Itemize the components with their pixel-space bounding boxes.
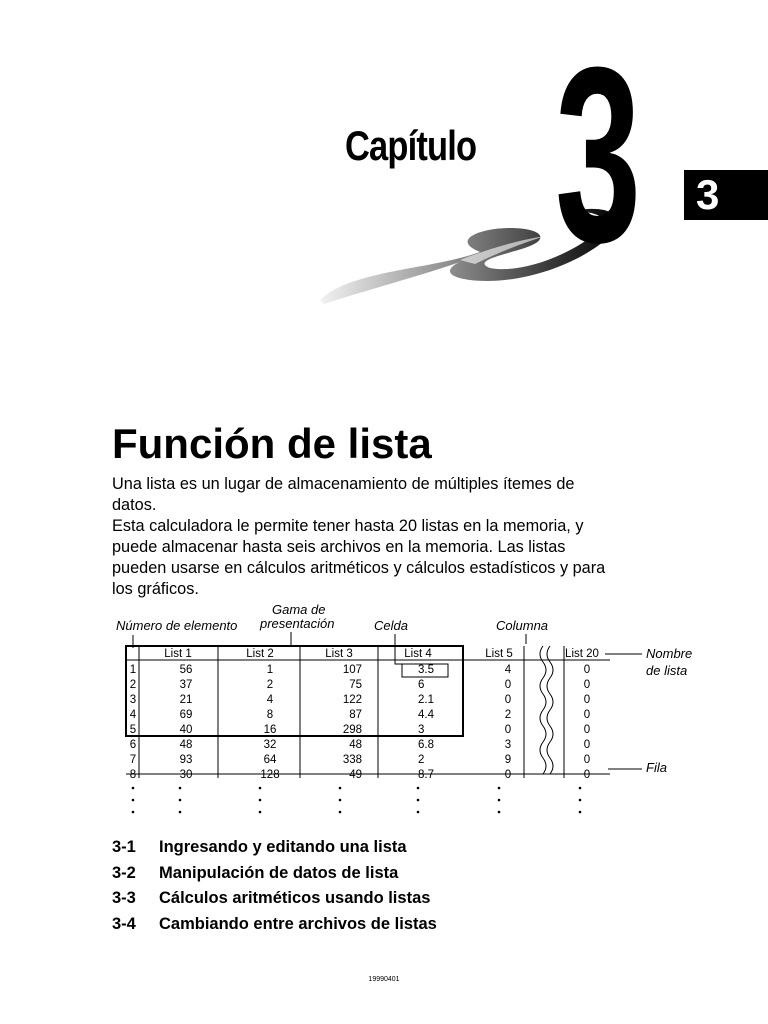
section-title: Cálculos aritméticos usando listas — [159, 889, 431, 907]
continuation-dot — [179, 799, 182, 802]
list-cell: 3 — [418, 724, 425, 736]
list-cell: 3 — [504, 739, 512, 751]
callout-row: Fila — [646, 760, 667, 775]
section-number: 3-2 — [112, 863, 136, 882]
section-number: 3-4 — [112, 914, 136, 933]
list-cell: 2 — [266, 679, 274, 691]
list-header: List 3 — [325, 648, 353, 660]
list-cell: 6 — [418, 679, 425, 691]
list-cell: 75 — [349, 679, 362, 691]
list-cell: 87 — [349, 709, 362, 721]
list-cell: 4 — [266, 694, 274, 706]
list-cell: 128 — [260, 769, 280, 781]
list-cell: 107 — [342, 664, 362, 676]
list-header: List 4 — [404, 648, 432, 660]
intro-line: datos. — [112, 496, 157, 514]
list-cell: 0 — [583, 724, 591, 736]
page-footer-code: 19990401 — [368, 976, 400, 983]
list-cell: 2.1 — [418, 694, 434, 706]
list-cell: 0 — [583, 694, 591, 706]
list-figure — [110, 600, 710, 830]
continuation-dot — [179, 811, 182, 814]
list-cell: 3.5 — [418, 664, 434, 676]
continuation-dot — [259, 811, 262, 814]
section-item[interactable] — [112, 838, 437, 864]
section-item[interactable] — [112, 864, 437, 890]
list-cell: 0 — [583, 754, 591, 766]
continuation-dot — [579, 811, 582, 814]
list-cell: 8.7 — [418, 769, 434, 781]
callout-element-number: Número de elemento — [116, 618, 238, 633]
list-header: List 5 — [485, 648, 513, 660]
intro-line: los gráficos. — [112, 580, 199, 598]
list-cell: 0 — [504, 724, 512, 736]
list-cell: 93 — [179, 754, 193, 766]
continuation-dot — [179, 787, 182, 790]
intro-line: Esta calculadora le permite tener hasta 20 listas en la memoria, y — [112, 517, 584, 535]
list-cell: 56 — [179, 664, 193, 676]
section-list — [112, 838, 437, 940]
element-number: 6 — [129, 739, 137, 751]
section-title: Manipulación de datos de lista — [159, 863, 399, 882]
list-cell: 338 — [342, 754, 362, 766]
element-number: 1 — [129, 664, 137, 676]
element-number: 5 — [129, 724, 137, 736]
list-cell: 1 — [266, 664, 274, 676]
continuation-dot — [259, 799, 262, 802]
list-cell: 0 — [504, 694, 512, 706]
continuation-dot — [579, 799, 582, 802]
list-cell: 37 — [179, 679, 193, 691]
continuation-dot — [579, 787, 582, 790]
list-cell: 298 — [342, 724, 362, 736]
continuation-dot — [498, 811, 501, 814]
list-header: List 20 — [565, 648, 599, 660]
continuation-dot — [132, 787, 135, 790]
intro-line: Una lista es un lugar de almacenamiento de múltiples ítemes de — [112, 475, 575, 493]
list-header: List 1 — [164, 648, 192, 660]
element-number: 3 — [129, 694, 137, 706]
list-cell: 16 — [263, 724, 277, 736]
list-cell: 30 — [179, 769, 193, 781]
chapter-tab: 3 — [684, 170, 768, 220]
list-cell: 6.8 — [418, 739, 434, 751]
list-cell: 48 — [179, 739, 193, 751]
list-cell: 0 — [583, 679, 591, 691]
section-item[interactable] — [112, 889, 437, 915]
continuation-dot — [498, 787, 501, 790]
list-cell: 32 — [263, 739, 277, 751]
page-title: Función de lista — [112, 420, 432, 467]
continuation-dot — [132, 811, 135, 814]
list-cell: 21 — [179, 694, 193, 706]
list-cell: 49 — [349, 769, 362, 781]
callout-display-range: Gama de — [272, 602, 326, 617]
continuation-dot — [417, 799, 420, 802]
continuation-dot — [498, 799, 501, 802]
continuation-dot — [339, 811, 342, 814]
continuation-dot — [259, 787, 262, 790]
list-cell: 64 — [263, 754, 277, 766]
list-cell: 4 — [504, 664, 512, 676]
continuation-dot — [417, 811, 420, 814]
section-number: 3-3 — [112, 889, 136, 907]
element-number: 2 — [129, 679, 137, 691]
list-cell: 2 — [504, 709, 512, 721]
list-header: List 2 — [246, 648, 274, 660]
continuation-dot — [132, 799, 135, 802]
callout-display-range: presentación — [260, 616, 335, 631]
element-number: 8 — [129, 769, 137, 781]
continuation-dot — [417, 787, 420, 790]
list-cell: 0 — [504, 769, 512, 781]
list-cell: 40 — [179, 724, 193, 736]
callout-list-name: de lista — [646, 663, 688, 678]
section-title: Ingresando y editando una lista — [159, 838, 407, 856]
list-cell: 69 — [179, 709, 193, 721]
list-cell: 2 — [418, 754, 425, 766]
section-item[interactable] — [112, 915, 437, 941]
section-number: 3-1 — [112, 838, 136, 856]
intro-line: pueden usarse en cálculos aritméticos y cálculos estadísticos y para — [112, 559, 606, 577]
list-cell: 9 — [504, 754, 512, 766]
callout-list-name: Nombre — [646, 646, 693, 661]
list-cell: 4.4 — [418, 709, 434, 721]
list-cell: 0 — [583, 769, 591, 781]
callout-cell: Celda — [374, 618, 408, 633]
section-title: Cambiando entre archivos de listas — [159, 914, 437, 933]
intro-line: puede almacenar hasta seis archivos en la memoria. Las listas — [112, 538, 566, 556]
continuation-dot — [339, 799, 342, 802]
chapter-number: 3 — [555, 15, 642, 294]
list-cell: 48 — [349, 739, 362, 751]
element-number: 7 — [129, 754, 137, 766]
list-cell: 0 — [583, 664, 591, 676]
element-number: 4 — [129, 709, 137, 721]
list-cell: 0 — [504, 679, 512, 691]
chapter-word: Capítulo — [345, 122, 477, 169]
list-cell: 0 — [583, 709, 591, 721]
continuation-dot — [339, 787, 342, 790]
list-cell: 0 — [583, 739, 591, 751]
list-cell: 8 — [266, 709, 274, 721]
callout-column: Columna — [496, 618, 549, 633]
list-cell: 122 — [342, 694, 362, 706]
